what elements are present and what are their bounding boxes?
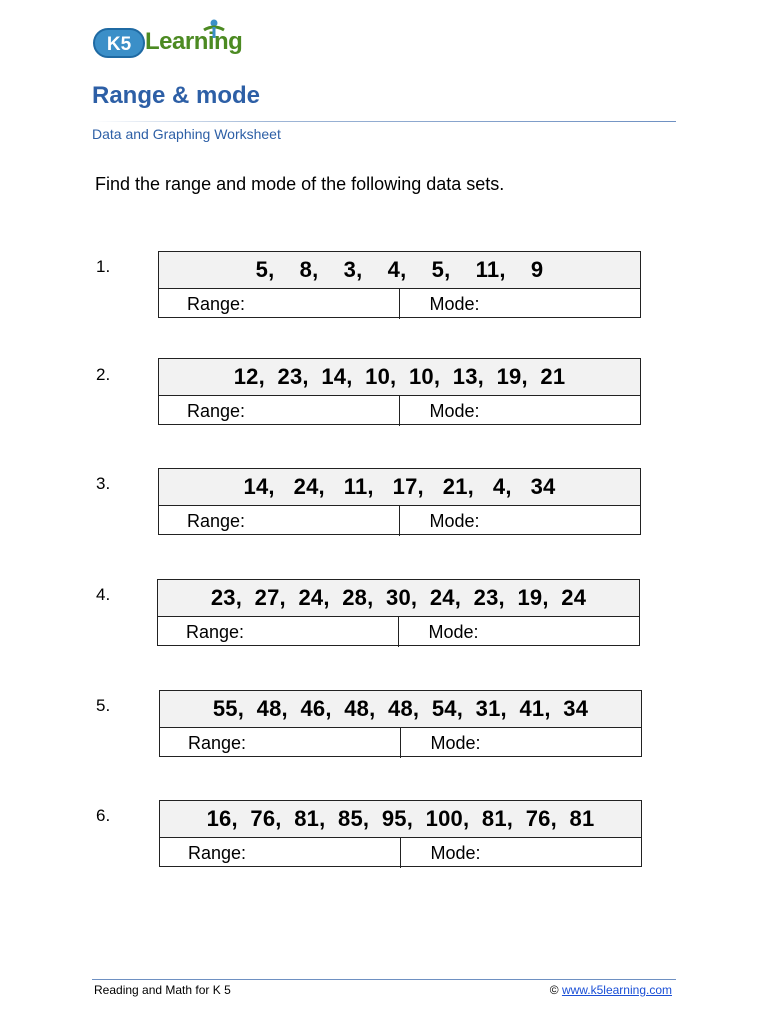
question-box: [157, 579, 640, 646]
data-set: 16, 76, 81, 85, 95, 100, 81, 76, 81: [160, 801, 641, 838]
website-link[interactable]: www.k5learning.com: [561, 983, 672, 997]
logo-wordmark: Learning: [145, 28, 243, 55]
data-set: 12, 23, 14, 10, 10, 13, 19, 21: [159, 359, 640, 396]
logo-figure-icon: [201, 18, 227, 40]
question-box: [159, 690, 642, 757]
mode-answer-cell[interactable]: Mode:: [429, 401, 480, 421]
footer-copyright: [550, 983, 672, 997]
range-answer-cell[interactable]: Range:: [160, 728, 401, 758]
question-number: 3.: [96, 474, 111, 493]
header-divider: [92, 121, 676, 122]
mode-answer-cell[interactable]: Mode:: [429, 294, 480, 314]
question-number: 1.: [96, 257, 111, 276]
range-answer-cell[interactable]: Range:: [159, 396, 400, 426]
question-number: 4.: [96, 585, 111, 604]
data-set: 14, 24, 11, 17, 21, 4, 34: [159, 469, 640, 506]
k5-learning-logo: [93, 18, 263, 64]
copyright-symbol: ©: [549, 983, 559, 997]
range-answer-cell[interactable]: Range:: [159, 289, 400, 319]
instructions: Find the range and mode of the following data sets.: [95, 174, 505, 194]
footer-divider: [92, 979, 676, 980]
question-number: 5.: [96, 696, 111, 715]
range-answer-cell[interactable]: Range:: [160, 838, 401, 868]
footer-tagline: Reading and Math for K 5: [94, 983, 231, 997]
question-number: 2.: [96, 365, 111, 384]
mode-answer-cell[interactable]: Mode:: [429, 511, 480, 531]
data-set: 55, 48, 46, 48, 48, 54, 31, 41, 34: [160, 691, 641, 728]
question-box: [158, 358, 641, 425]
mode-answer-cell[interactable]: Mode:: [428, 622, 479, 642]
data-set: 5, 8, 3, 4, 5, 11, 9: [159, 252, 640, 289]
mode-answer-cell[interactable]: Mode:: [430, 843, 481, 863]
logo-k5-badge: K5: [93, 28, 145, 58]
question-box: [159, 800, 642, 867]
mode-answer-cell[interactable]: Mode:: [430, 733, 481, 753]
question-box: [158, 251, 641, 318]
range-answer-cell[interactable]: Range:: [158, 617, 399, 647]
page-title: Range & mode: [92, 82, 261, 109]
page-subtitle: Data and Graphing Worksheet: [92, 126, 281, 142]
question-number: 6.: [96, 806, 111, 825]
question-box: [158, 468, 641, 535]
data-set: 23, 27, 24, 28, 30, 24, 23, 19, 24: [158, 580, 639, 617]
range-answer-cell[interactable]: Range:: [159, 506, 400, 536]
